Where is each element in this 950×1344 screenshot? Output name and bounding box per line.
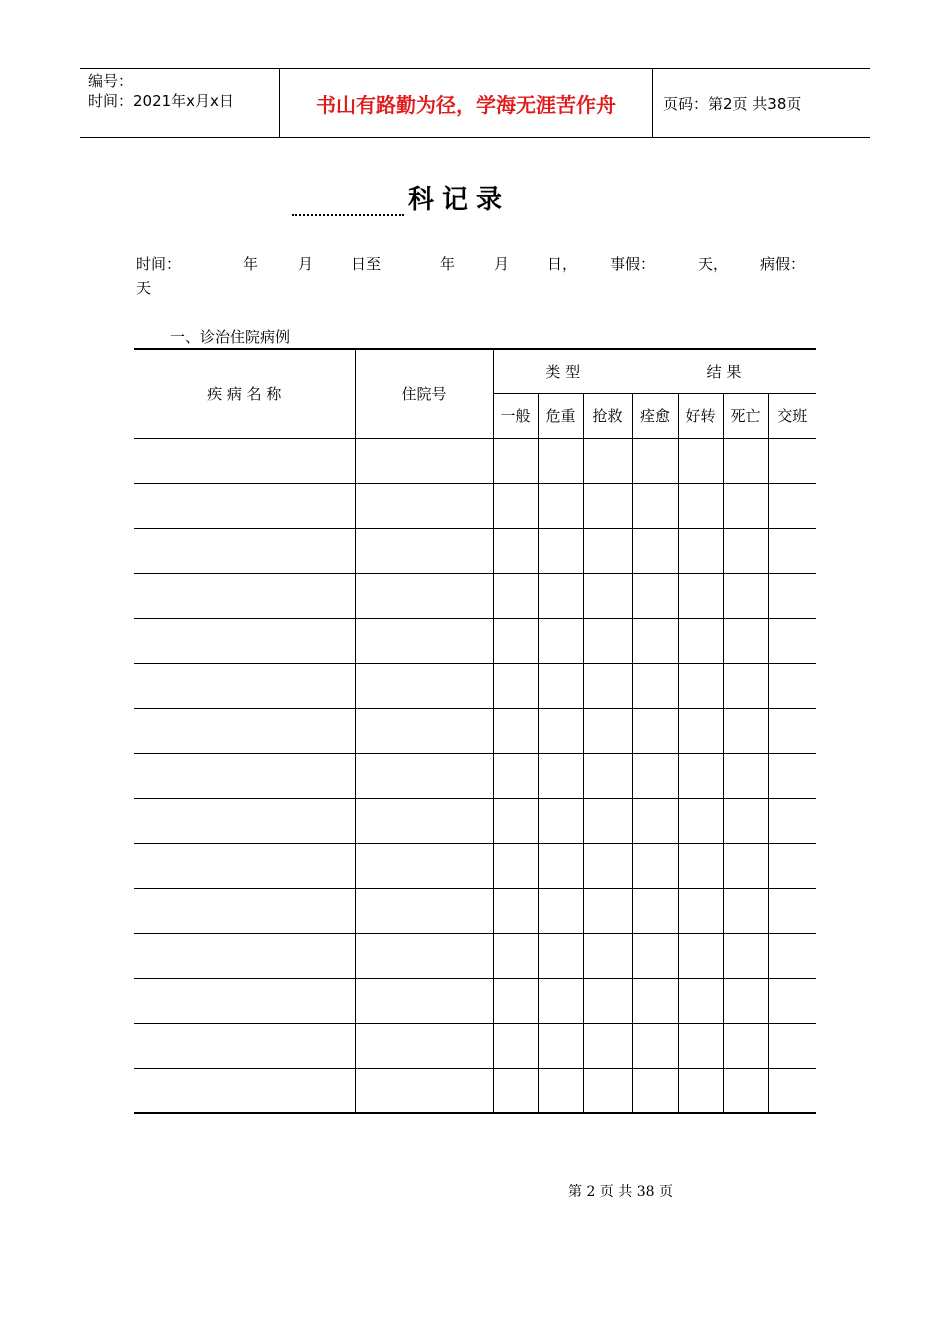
title-text: 科记录 <box>408 185 511 215</box>
table-cell[interactable] <box>538 798 583 843</box>
table-cell[interactable] <box>768 618 816 663</box>
table-cell[interactable] <box>678 618 723 663</box>
table-row <box>134 1068 816 1113</box>
table-cell[interactable] <box>632 483 678 528</box>
table-row <box>134 483 816 528</box>
table-cell[interactable] <box>134 528 355 573</box>
table-row <box>134 753 816 798</box>
table-cell[interactable] <box>538 843 583 888</box>
table-row <box>134 438 816 483</box>
cases-table <box>134 348 816 1114</box>
table-row <box>134 933 816 978</box>
table-cell[interactable] <box>678 933 723 978</box>
table-cell[interactable] <box>583 753 632 798</box>
table-cell[interactable] <box>538 483 583 528</box>
table-cell[interactable] <box>768 1023 816 1068</box>
table-row <box>134 978 816 1023</box>
table-cell[interactable] <box>678 573 723 618</box>
table-cell[interactable] <box>583 528 632 573</box>
table-cell[interactable] <box>723 888 768 933</box>
table-cell[interactable] <box>723 708 768 753</box>
table-cell[interactable] <box>493 798 538 843</box>
table-cell[interactable] <box>768 483 816 528</box>
table-cell[interactable] <box>632 888 678 933</box>
table-cell[interactable] <box>678 978 723 1023</box>
table-cell[interactable] <box>355 483 493 528</box>
case-rows <box>134 438 816 1113</box>
table-cell[interactable] <box>678 528 723 573</box>
table-cell[interactable] <box>632 798 678 843</box>
table-cell[interactable] <box>134 438 355 483</box>
table-cell[interactable] <box>678 483 723 528</box>
table-cell[interactable] <box>134 798 355 843</box>
table-cell[interactable] <box>678 1068 723 1113</box>
table-cell[interactable] <box>538 933 583 978</box>
table-cell[interactable] <box>355 843 493 888</box>
year-2: 年 <box>440 255 456 273</box>
personal-leave-label: 事假： <box>610 255 656 273</box>
year-1: 年 <box>243 255 259 273</box>
table-cell[interactable] <box>723 843 768 888</box>
table-cell[interactable] <box>768 708 816 753</box>
table-cell[interactable] <box>632 573 678 618</box>
table-cell[interactable] <box>768 843 816 888</box>
month-1: 月 <box>298 255 314 273</box>
table-cell[interactable] <box>723 618 768 663</box>
table-cell[interactable] <box>632 753 678 798</box>
table-cell[interactable] <box>538 528 583 573</box>
table-cell[interactable] <box>768 888 816 933</box>
table-cell[interactable] <box>538 978 583 1023</box>
table-cell[interactable] <box>632 528 678 573</box>
table-cell[interactable] <box>538 888 583 933</box>
month-2: 月 <box>494 255 510 273</box>
table-cell[interactable] <box>583 708 632 753</box>
table-cell[interactable] <box>678 663 723 708</box>
table-cell[interactable] <box>134 483 355 528</box>
table-cell[interactable] <box>493 888 538 933</box>
table-cell[interactable] <box>134 978 355 1023</box>
col-disease-name: 疾 病 名 称 <box>134 349 355 438</box>
subcol-header: 好转 <box>678 393 723 438</box>
table-cell[interactable] <box>723 1023 768 1068</box>
table-cell[interactable] <box>538 1023 583 1068</box>
table-cell[interactable] <box>355 933 493 978</box>
table-cell[interactable] <box>583 663 632 708</box>
table-cell[interactable] <box>493 753 538 798</box>
subcol-header: 抢救 <box>583 393 632 438</box>
col-admission-number: 住院号 <box>355 349 493 438</box>
table-cell[interactable] <box>723 1068 768 1113</box>
table-cell[interactable] <box>134 933 355 978</box>
table-cell[interactable] <box>678 798 723 843</box>
table-cell[interactable] <box>134 843 355 888</box>
subcol-header: 一般 <box>493 393 538 438</box>
day-unit-2: 天 <box>136 279 152 297</box>
table-cell[interactable] <box>768 663 816 708</box>
time-label: 时间：2021年x月x日 <box>88 92 234 110</box>
table-cell[interactable] <box>538 438 583 483</box>
table-cell[interactable] <box>723 798 768 843</box>
table-cell[interactable] <box>678 843 723 888</box>
table-cell[interactable] <box>632 843 678 888</box>
table-cell[interactable] <box>493 933 538 978</box>
table-cell[interactable] <box>355 708 493 753</box>
table-cell[interactable] <box>632 933 678 978</box>
table-cell[interactable] <box>583 483 632 528</box>
table-cell[interactable] <box>355 618 493 663</box>
table-row <box>134 798 816 843</box>
table-cell[interactable] <box>355 438 493 483</box>
table-cell[interactable] <box>583 573 632 618</box>
day-2: 日， <box>547 255 578 273</box>
page-footer: 第 2 页 共 38 页 <box>568 1184 673 1200</box>
table-cell[interactable] <box>768 933 816 978</box>
table-cell[interactable] <box>678 708 723 753</box>
table-cell[interactable] <box>678 753 723 798</box>
table-cell[interactable] <box>768 1068 816 1113</box>
motto: 书山有路勤为径，学海无涯苦作舟 <box>280 69 653 137</box>
table-cell[interactable] <box>493 978 538 1023</box>
table-cell[interactable] <box>768 978 816 1023</box>
table-row <box>134 573 816 618</box>
table-cell[interactable] <box>493 573 538 618</box>
table-cell[interactable] <box>493 438 538 483</box>
table-cell[interactable] <box>355 798 493 843</box>
table-cell[interactable] <box>493 618 538 663</box>
table-cell[interactable] <box>632 978 678 1023</box>
table-cell[interactable] <box>632 438 678 483</box>
table-cell[interactable] <box>538 1068 583 1113</box>
table-cell[interactable] <box>583 1068 632 1113</box>
table-cell[interactable] <box>538 708 583 753</box>
day-unit-1: 天， <box>698 255 729 273</box>
time-label-text: 时间： <box>136 255 182 273</box>
table-cell[interactable] <box>723 978 768 1023</box>
table-row <box>134 528 816 573</box>
day-to: 日至 <box>351 255 382 273</box>
table-cell[interactable] <box>355 573 493 618</box>
table-cell[interactable] <box>583 888 632 933</box>
table-cell[interactable] <box>583 438 632 483</box>
table-cell[interactable] <box>632 618 678 663</box>
subcol-header: 死亡 <box>723 393 768 438</box>
sick-leave-label: 病假： <box>760 255 806 273</box>
table-cell[interactable] <box>583 618 632 663</box>
table-row <box>134 1023 816 1068</box>
table-cell[interactable] <box>538 663 583 708</box>
table-cell[interactable] <box>632 708 678 753</box>
table-cell[interactable] <box>768 573 816 618</box>
table-row <box>134 708 816 753</box>
table-cell[interactable] <box>355 1068 493 1113</box>
table-cell[interactable] <box>583 978 632 1023</box>
subcol-header: 交班 <box>768 393 816 438</box>
table-cell[interactable] <box>493 483 538 528</box>
table-cell[interactable] <box>768 438 816 483</box>
table-cell[interactable] <box>723 663 768 708</box>
table-cell[interactable] <box>678 888 723 933</box>
table-cell[interactable] <box>632 1023 678 1068</box>
page-info: 页码：第2页 共38页 <box>663 94 802 113</box>
table-cell[interactable] <box>134 618 355 663</box>
table-cell[interactable] <box>355 528 493 573</box>
table-cell[interactable] <box>723 573 768 618</box>
table-cell[interactable] <box>493 1023 538 1068</box>
table-cell[interactable] <box>723 933 768 978</box>
table-row <box>134 843 816 888</box>
table-cell[interactable] <box>134 708 355 753</box>
table-cell[interactable] <box>723 483 768 528</box>
table-cell[interactable] <box>632 663 678 708</box>
table-cell[interactable] <box>583 798 632 843</box>
table-cell[interactable] <box>678 1023 723 1068</box>
table-cell[interactable] <box>493 528 538 573</box>
table-cell[interactable] <box>583 843 632 888</box>
table-cell[interactable] <box>355 1023 493 1068</box>
table-cell[interactable] <box>493 663 538 708</box>
table-cell[interactable] <box>134 753 355 798</box>
header-table <box>80 68 870 138</box>
table-cell[interactable] <box>538 618 583 663</box>
table-cell[interactable] <box>355 978 493 1023</box>
table-row <box>134 663 816 708</box>
table-row <box>134 618 816 663</box>
table-cell[interactable] <box>768 528 816 573</box>
subcol-header: 痊愈 <box>632 393 678 438</box>
table-cell[interactable] <box>583 1023 632 1068</box>
table-cell[interactable] <box>134 663 355 708</box>
table-cell[interactable] <box>768 798 816 843</box>
table-cell[interactable] <box>723 528 768 573</box>
table-cell[interactable] <box>134 888 355 933</box>
table-cell[interactable] <box>678 438 723 483</box>
table-cell[interactable] <box>538 753 583 798</box>
table-cell[interactable] <box>493 843 538 888</box>
table-cell[interactable] <box>583 933 632 978</box>
header-left-cell <box>80 69 280 137</box>
table-cell[interactable] <box>134 1023 355 1068</box>
number-label: 编号： <box>88 72 134 90</box>
table-cell[interactable] <box>768 753 816 798</box>
table-cell[interactable] <box>355 753 493 798</box>
group-result: 结 果 <box>632 349 816 393</box>
department-blank <box>292 184 404 216</box>
table-cell[interactable] <box>632 1068 678 1113</box>
table-cell[interactable] <box>493 1068 538 1113</box>
table-cell[interactable] <box>134 1068 355 1113</box>
table-cell[interactable] <box>723 438 768 483</box>
table-cell[interactable] <box>723 753 768 798</box>
table-cell[interactable] <box>538 573 583 618</box>
section-title: 一、诊治住院病例 <box>170 328 291 346</box>
table-cell[interactable] <box>355 663 493 708</box>
table-cell[interactable] <box>355 888 493 933</box>
table-cell[interactable] <box>134 573 355 618</box>
table-row <box>134 888 816 933</box>
page-title <box>292 180 510 216</box>
table-cell[interactable] <box>493 708 538 753</box>
subcol-header: 危重 <box>538 393 583 438</box>
group-type: 类 型 <box>493 349 632 393</box>
